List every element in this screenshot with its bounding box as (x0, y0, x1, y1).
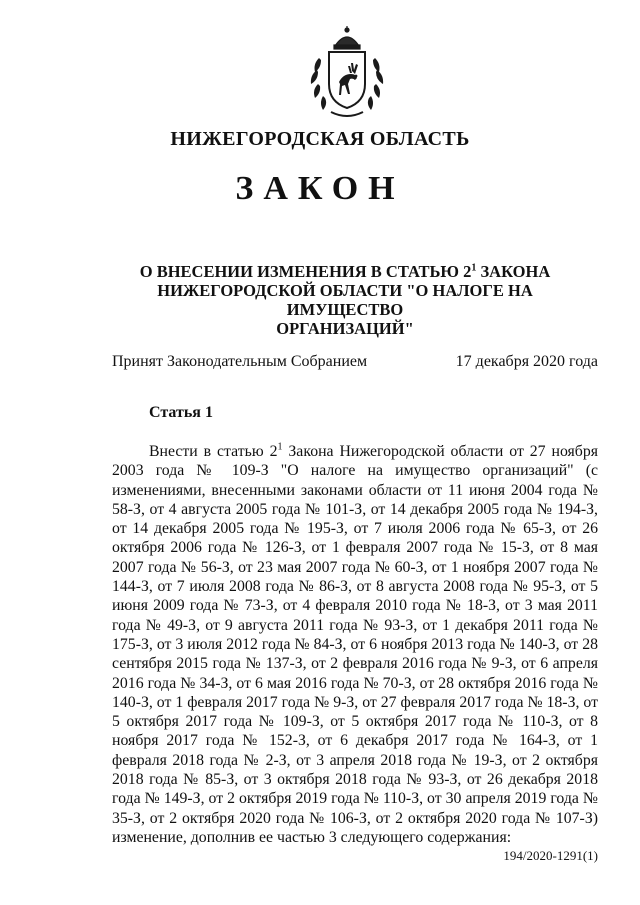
adoption-line (112, 353, 598, 371)
document-type: ЗАКОН (235, 170, 405, 207)
article-heading: Статья 1 (149, 404, 213, 421)
document-number: 194/2020-1291(1) (503, 848, 598, 863)
title-superscript: 1 (471, 262, 477, 274)
law-title (100, 262, 590, 338)
article-text (112, 442, 598, 847)
article-text-start: Внести в статью 2 (149, 443, 278, 460)
coat-of-arms-icon (305, 24, 389, 120)
title-line1-end: ЗАКОНА (476, 262, 551, 281)
title-line1: О ВНЕСЕНИИ ИЗМЕНЕНИЯ В СТАТЬЮ 2 (139, 262, 472, 281)
region-name: НИЖЕГОРОДСКАЯ ОБЛАСТЬ (170, 128, 470, 150)
article-superscript: 1 (277, 441, 283, 453)
article-text-body: Закона Нижегородской области от 27 ноября 2003 года № 109-З "О налоге на имущество организаций" (с изменениями, внесенными законами области от 11 июня 2004 года № 58-З, от 4 августа 2005 года № 101-З, от 14 декабря 2005 года № 194-З, от 14 декабря 2005 года № 195-З, от 7 июля 2006 года № 65-З, от 26 октября 2006 года № 126-З, от 1 февраля 2007 года № 15-З, от 8 мая 2007 года № 56-З, от 23 мая 2007 года № 60-З, от 1 ноября 2007 года № 144-З, от 7 июля 2008 года № 86-З, от 8 августа 2008 года № 95-З, от 5 июня 2009 года № 73-З, от 4 февраля 2010 года № 18-З, от 3 мая 2011 года № 49-З, от 9 августа 2011 года № 93-З, от 1 декабря 2011 года № 175-З, от 3 июля 2012 года № 84-З, от 6 ноября 2013 года № 140-З, от 28 сентября 2015 года № 137-З, от 2 февраля 2016 года № 9-З, от 6 апреля 2016 года № 34-З, от 6 мая 2016 года № 70-З, от 28 октября 2016 года № 140-З, от 1 февраля 2017 года № 9-З, от 27 февраля 2017 года № 18-З, от 5 октября 2017 года № 109-З, от 5 октября 2017 года № 110-З, от 8 ноября 2017 года № 152-З, от 6 декабря 2017 года № 164-З, от 1 февраля 2018 года № 2-З, от 3 апреля 2018 года № 19-З, от 2 октября 2018 года № 85-З, от 3 октября 2018 года № 93-З, от 26 декабря 2018 года № 149-З, от 2 октября 2019 года № 110-З, от 30 апреля 2019 года № 35-З, от 2 октября 2020 года № 106-З, от 2 октября 2020 года № 107-З) изменение, дополнив ее частью 3 следующего содержания: (112, 443, 599, 846)
adoption-date: 17 декабря 2020 года (455, 353, 598, 370)
adopted-by: Принят Законодательным Собранием (112, 353, 368, 370)
title-line3: ОРГАНИЗАЦИЙ" (276, 319, 414, 338)
title-line2: НИЖЕГОРОДСКОЙ ОБЛАСТИ "О НАЛОГЕ НА ИМУЩЕСТВО (157, 281, 533, 319)
